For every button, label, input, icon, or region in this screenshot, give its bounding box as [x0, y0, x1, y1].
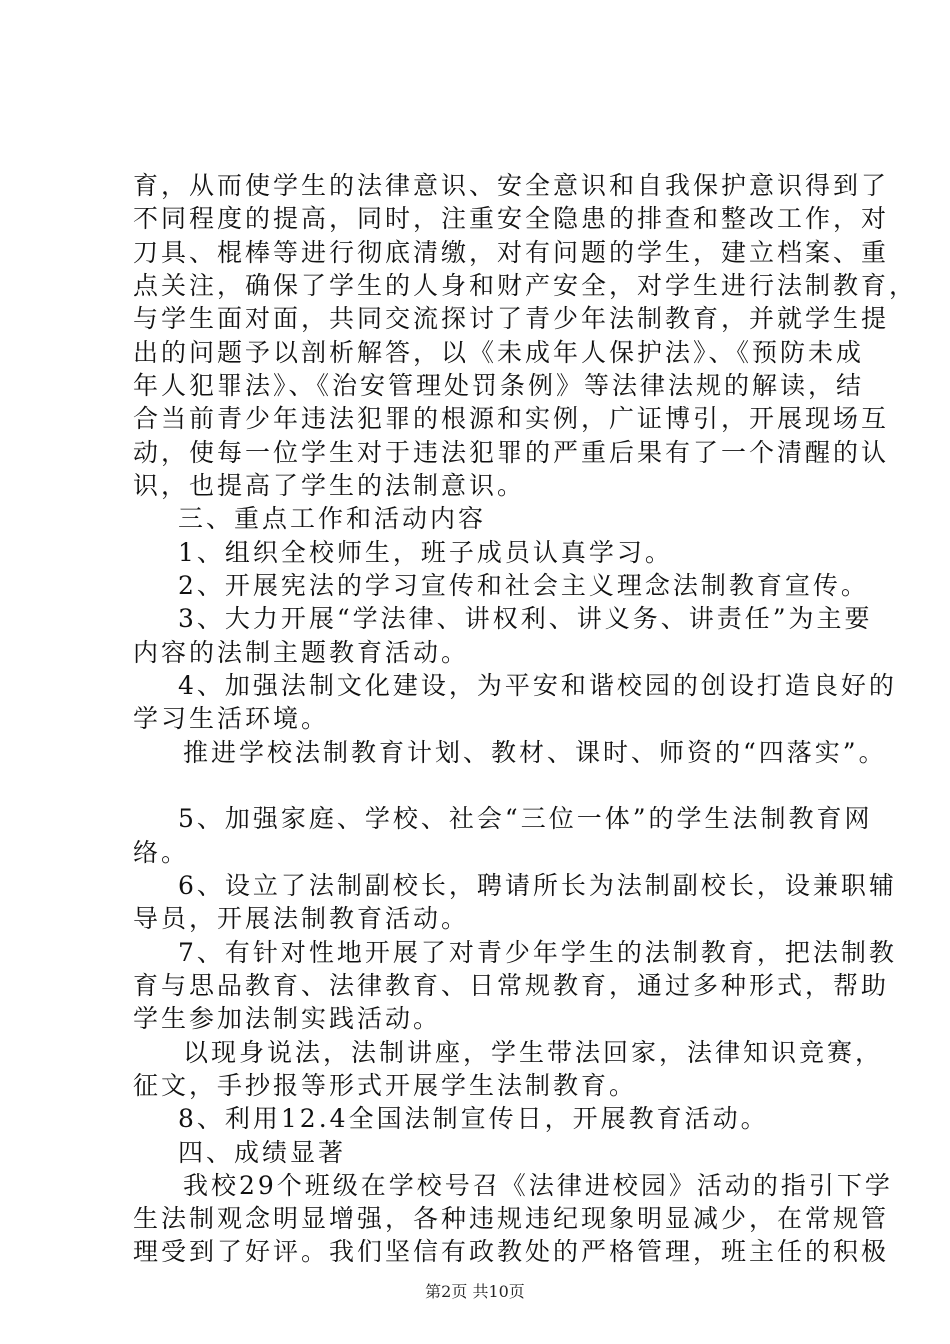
text-line: 推进学校法制教育计划、教材、课时、师资的“四落实”。 — [183, 738, 887, 767]
page-number-footer: 第2页 共10页 — [425, 1282, 525, 1301]
text-line: 与学生面对面，共同交流探讨了青少年法制教育，并就学生提 — [133, 304, 890, 333]
text-line: 出的问题予以剖析解答，以《未成年人保护法》、《预防未成 — [133, 338, 865, 367]
text-line: 络。 — [133, 838, 190, 867]
list-item: 1、组织全校师生，班子成员认真学习。 — [178, 538, 673, 567]
text-line: 育，从而使学生的法律意识、安全意识和自我保护意识得到了 — [133, 171, 890, 200]
section-heading: 三、重点工作和活动内容 — [178, 504, 487, 533]
text-line: 导员，开展法制教育活动。 — [133, 904, 470, 933]
text-line: 合当前青少年违法犯罪的根源和实例，广证博引，开展现场互 — [133, 404, 890, 433]
text-line: 刀具、棍棒等进行彻底清缴，对有问题的学生，建立档案、重 — [133, 238, 890, 267]
list-item: 6、设立了法制副校长，聘请所长为法制副校长，设兼职辅 — [178, 871, 897, 900]
text-line: 不同程度的提高，同时，注重安全隐患的排查和整改工作，对 — [133, 204, 890, 233]
text-line: 动，使每一位学生对于违法犯罪的严重后果有了一个清醒的认 — [133, 438, 890, 467]
text-line: 点关注，确保了学生的人身和财产安全，对学生进行法制教育， — [133, 271, 918, 300]
list-item: 7、有针对性地开展了对青少年学生的法制教育，把法制教 — [178, 938, 897, 967]
list-item: 5、加强家庭、学校、社会“三位一体”的学生法制教育网 — [178, 804, 873, 833]
text-line: 学生参加法制实践活动。 — [133, 1004, 442, 1033]
text-line: 育与思品教育、法律教育、日常规教育，通过多种形式，帮助 — [133, 971, 890, 1000]
text-line: 学习生活环境。 — [133, 704, 330, 733]
text-line: 以现身说法，法制讲座，学生带法回家，法律知识竞赛， — [183, 1038, 884, 1067]
text-line: 生法制观念明显增强，各种违规违纪现象明显减少，在常规管 — [133, 1204, 890, 1233]
text-line: 内容的法制主题教育活动。 — [133, 638, 470, 667]
list-item: 4、加强法制文化建设，为平安和谐校园的创设打造良好的 — [178, 671, 897, 700]
list-item: 8、利用12.4全国法制宣传日，开展教育活动。 — [178, 1104, 769, 1133]
text-line: 征文，手抄报等形式开展学生法制教育。 — [133, 1071, 638, 1100]
text-line: 识，也提高了学生的法制意识。 — [133, 471, 526, 500]
list-item: 2、开展宪法的学习宣传和社会主义理念法制教育宣传。 — [178, 571, 869, 600]
text-line: 我校29个班级在学校号召《法律进校园》活动的指引下学 — [183, 1171, 893, 1200]
list-item: 3、大力开展“学法律、讲权利、讲义务、讲责任”为主要 — [178, 604, 873, 633]
text-line: 理受到了好评。我们坚信有政教处的严格管理，班主任的积极 — [133, 1237, 890, 1266]
text-line: 年人犯罪法》、《治安管理处罚条例》等法律法规的解读，结 — [133, 371, 865, 400]
section-heading: 四、成绩显著 — [178, 1138, 347, 1167]
